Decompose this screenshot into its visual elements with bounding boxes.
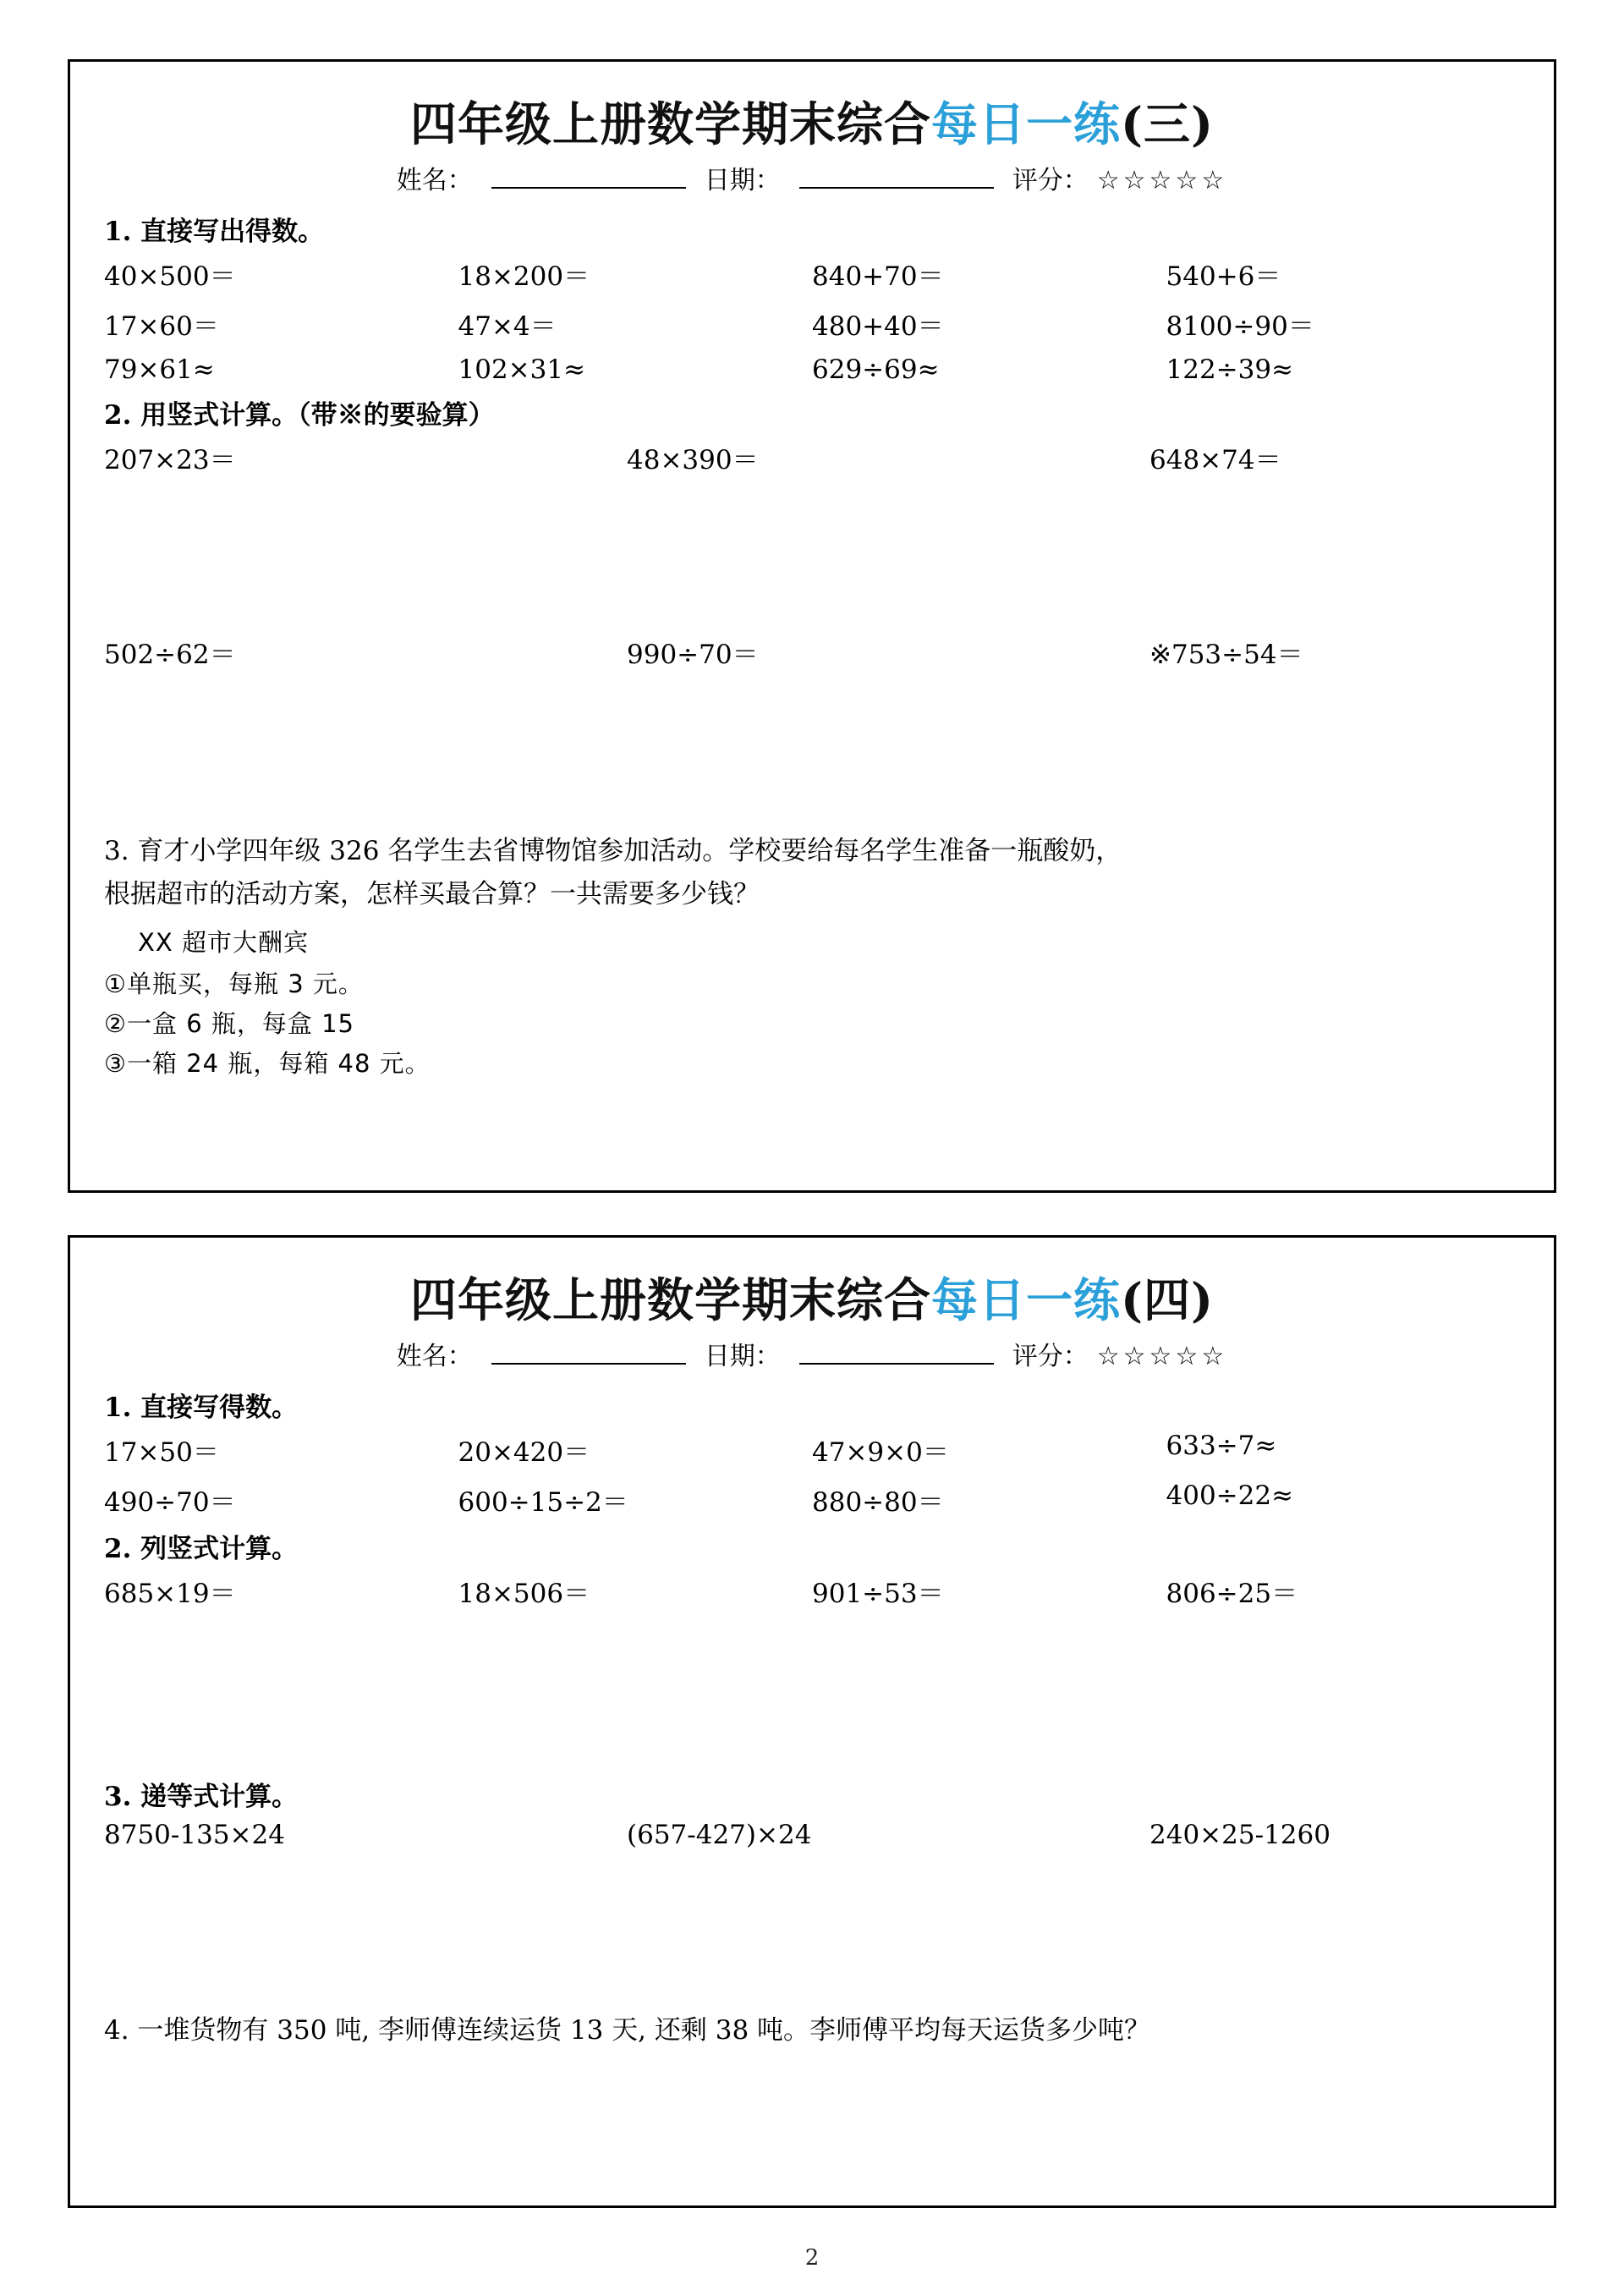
exercise-item: 400÷22≈: [1166, 1480, 1294, 1511]
question-3-line-1: 3. 育才小学四年级 326 名学生去省博物馆参加活动。学校要给每名学生准备一瓶酸奶，: [104, 836, 1122, 866]
answer-workspace[interactable]: [104, 671, 1520, 827]
question-1-items: [104, 255, 1520, 385]
exercise-item: 240×25-1260: [1149, 1820, 1330, 1850]
exercise-item: 901÷53＝: [812, 1579, 944, 1609]
question-2-heading: 2. 用竖式计算。（带※的要验算）: [104, 400, 495, 431]
promo-option: ①单瓶买，每瓶 3 元。: [104, 969, 364, 998]
exercise-item: 18×506＝: [458, 1579, 590, 1609]
worksheet-sheet-3: [68, 59, 1556, 1193]
exercise-item: 47×4＝: [458, 311, 557, 342]
date-label: 日期：: [704, 1342, 781, 1371]
exercise-item: 20×420＝: [458, 1437, 590, 1468]
sheet-title-suffix: (三): [1120, 96, 1215, 151]
question-4-text: 4. 一堆货物有 350 吨, 李师傅连续运货 13 天, 还剩 38 吨。李师傅平均每天运货多少吨？: [104, 2015, 1151, 2046]
name-input-blank[interactable]: [491, 165, 686, 189]
score-label: 评分：: [1012, 166, 1089, 195]
exercise-item: 806÷25＝: [1166, 1579, 1298, 1609]
exercise-item: 840+70＝: [812, 261, 944, 292]
question-2-row-2: [104, 633, 1520, 671]
name-input-blank[interactable]: [491, 1341, 686, 1365]
question-3-items: [104, 1820, 1520, 1850]
exercise-item: 8100÷90＝: [1166, 311, 1314, 342]
sheet-title: [104, 87, 1520, 154]
sheet-title-highlight: 每日一练: [930, 96, 1121, 151]
answer-workspace[interactable]: [104, 2053, 1520, 2163]
exercise-item: 480+40＝: [812, 311, 944, 342]
exercise-item: 685×19＝: [104, 1579, 236, 1609]
question-1-heading: 1. 直接写得数。: [104, 1392, 299, 1423]
exercise-item: 17×50＝: [104, 1437, 219, 1468]
exercise-item: 600÷15÷2＝: [458, 1487, 628, 1518]
score-stars[interactable]: ☆☆☆☆☆: [1096, 1342, 1228, 1371]
question-3-heading: 3. 递等式计算。: [104, 1782, 299, 1812]
worksheet-sheet-4: [68, 1235, 1556, 2208]
answer-workspace[interactable]: [104, 1610, 1520, 1766]
exercise-item: (657-427)×24: [627, 1820, 812, 1850]
answer-workspace[interactable]: [104, 476, 1520, 633]
exercise-item: 17×60＝: [104, 311, 219, 342]
student-meta-row: [104, 159, 1520, 196]
sheet-title-main: 四年级上册数学期末综合: [409, 1272, 931, 1327]
question-2-row-1: [104, 438, 1520, 476]
exercise-item: 990÷70＝: [627, 640, 759, 670]
exercise-item: 122÷39≈: [1166, 354, 1294, 385]
exercise-item: 540+6＝: [1166, 261, 1281, 292]
exercise-item: 648×74＝: [1149, 445, 1281, 475]
answer-workspace[interactable]: [104, 1850, 1520, 2007]
question-2-items: [104, 1572, 1520, 1610]
question-1-items: [104, 1431, 1520, 1519]
exercise-item: 633÷7≈: [1166, 1431, 1277, 1461]
exercise-item: 207×23＝: [104, 445, 236, 475]
exercise-item: 8750-135×24: [104, 1820, 285, 1850]
sheet-title-suffix: (四): [1120, 1272, 1215, 1327]
page-number: 2: [804, 2245, 820, 2271]
exercise-item: 40×500＝: [104, 261, 236, 292]
date-label: 日期：: [704, 166, 781, 195]
score-stars[interactable]: ☆☆☆☆☆: [1096, 166, 1228, 195]
exercise-item: 490÷70＝: [104, 1487, 236, 1518]
sheet-title-main: 四年级上册数学期末综合: [409, 96, 931, 151]
sheet-title: [104, 1263, 1520, 1330]
exercise-item: 47×9×0＝: [812, 1437, 949, 1468]
question-2-heading: 2. 列竖式计算。: [104, 1534, 299, 1564]
exercise-item: 102×31≈: [458, 354, 586, 385]
exercise-item: ※753÷54＝: [1149, 640, 1303, 670]
exercise-item: 79×61≈: [104, 354, 215, 385]
score-label: 评分：: [1012, 1342, 1089, 1371]
exercise-item: 629÷69≈: [812, 354, 940, 385]
promo-option: ②一盒 6 瓶，每盒 15: [104, 1008, 355, 1038]
promo-title: XX 超市大酬宾: [138, 927, 309, 957]
name-label: 姓名：: [396, 166, 473, 195]
sheet-title-highlight: 每日一练: [930, 1272, 1121, 1327]
exercise-item: 880÷80＝: [812, 1487, 944, 1518]
exercise-item: 48×390＝: [627, 445, 759, 475]
promo-option: ③一箱 24 瓶，每箱 48 元。: [104, 1048, 431, 1078]
question-1-heading: 1. 直接写出得数。: [104, 217, 325, 247]
question-3-line-2: 根据超市的活动方案，怎样买最合算？一共需要多少钱？: [104, 878, 760, 909]
name-label: 姓名：: [396, 1342, 473, 1371]
date-input-blank[interactable]: [799, 1341, 994, 1365]
exercise-item: 502÷62＝: [104, 640, 236, 670]
date-input-blank[interactable]: [799, 165, 994, 189]
student-meta-row: [104, 1335, 1520, 1372]
exercise-item: 18×200＝: [458, 261, 590, 292]
